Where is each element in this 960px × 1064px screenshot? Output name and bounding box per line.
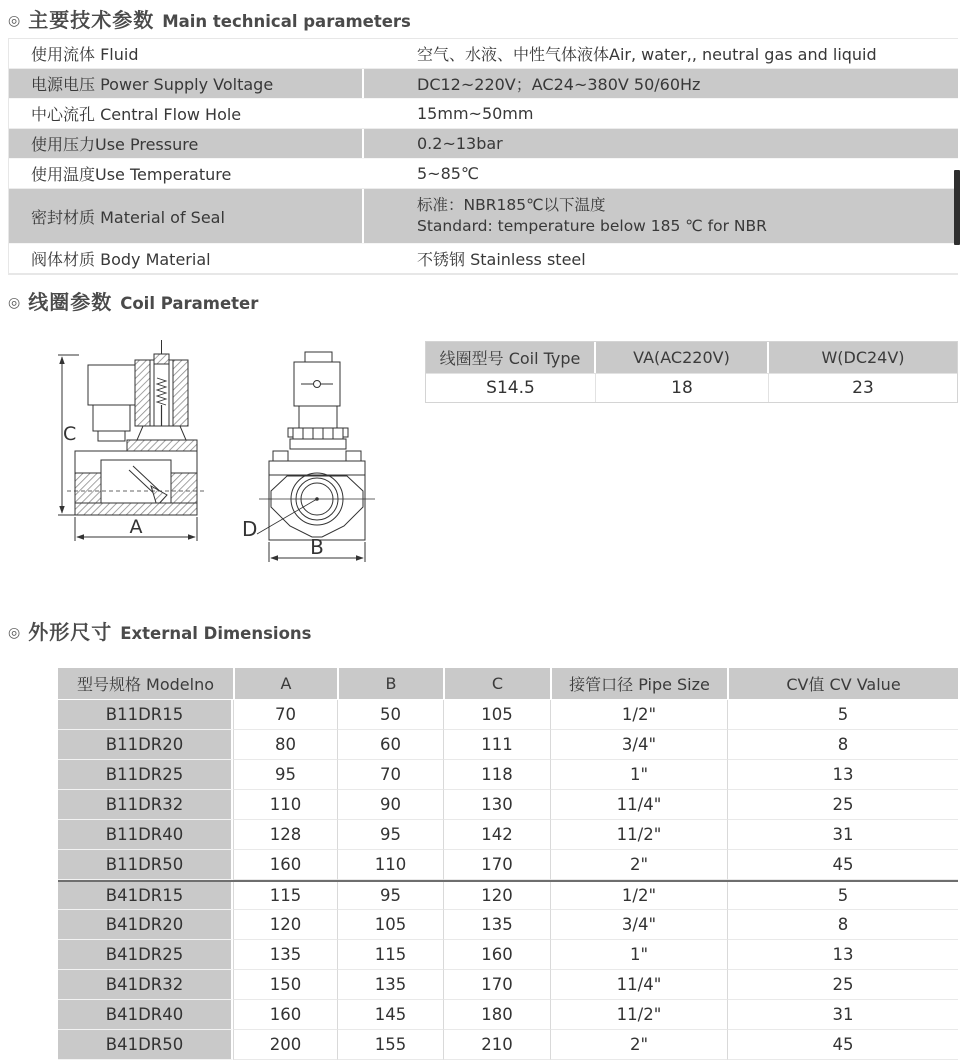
dims-row-B41DR20	[58, 910, 958, 940]
dim-label-D: D	[242, 517, 258, 541]
dims-value-cell: 135	[443, 910, 550, 940]
dims-value-cell: 11/2"	[550, 820, 727, 850]
dims-value-cell: 118	[443, 760, 550, 790]
dims-value-cell: 150	[233, 970, 337, 1000]
param-value: 5~85℃	[417, 164, 479, 183]
dim-label-C: C	[63, 423, 77, 445]
param-label: 使用流体 Fluid	[9, 39, 364, 68]
scan-edge-artifact	[954, 170, 960, 245]
dims-value-cell: 3/4"	[550, 730, 727, 760]
main-params-title-en: Main technical parameters	[162, 12, 411, 31]
coil-type-value: S14.5	[426, 374, 596, 402]
dims-row-B41DR15	[58, 880, 958, 910]
section-title-main-params	[8, 4, 411, 33]
param-label: 使用温度Use Temperature	[9, 159, 364, 188]
dims-model-cell: B11DR32	[58, 790, 233, 820]
dims-value-cell: 110	[233, 790, 337, 820]
param-value-line1: 标准：NBR185℃以下温度	[417, 196, 606, 214]
dims-value-cell: 1"	[550, 940, 727, 970]
dims-value-cell: 111	[443, 730, 550, 760]
param-label: 使用压力Use Pressure	[9, 129, 364, 158]
coil-header-type: 线圈型号 Coil Type	[426, 342, 596, 373]
param-value-line2: Standard: temperature below 185 ℃ for NBR	[417, 217, 767, 235]
valve-front-view-drawing	[237, 338, 397, 570]
dims-value-cell: 170	[443, 850, 550, 880]
dims-model-cell: B11DR15	[58, 700, 233, 730]
param-value: 15mm~50mm	[417, 104, 534, 123]
param-row-voltage	[9, 69, 958, 99]
dims-value-cell: 115	[233, 882, 337, 910]
dims-value-cell: 70	[337, 760, 443, 790]
coil-w-value: 23	[852, 378, 874, 398]
param-row-body-material	[9, 244, 958, 274]
dims-model-cell: B41DR40	[58, 1000, 233, 1030]
dims-row-B11DR32	[58, 790, 958, 820]
dims-model-cell: B11DR40	[58, 820, 233, 850]
dims-value-cell: 31	[727, 820, 958, 850]
dims-value-cell: 135	[233, 940, 337, 970]
dims-value-cell: 70	[233, 700, 337, 730]
dims-value-cell: 45	[727, 850, 958, 880]
dims-value-cell: 13	[727, 940, 958, 970]
dims-value-cell: 2"	[550, 1030, 727, 1060]
dims-model-cell: B41DR25	[58, 940, 233, 970]
param-row-temperature	[9, 159, 958, 189]
param-row-central-flow-hole	[9, 99, 958, 129]
dims-model-cell: B11DR25	[58, 760, 233, 790]
param-label: 密封材质 Material of Seal	[9, 189, 364, 243]
coil-title-zh: 线圈参数	[28, 290, 113, 314]
dims-value-cell: 155	[337, 1030, 443, 1060]
bullseye-icon: ◎	[8, 625, 21, 641]
dims-model-cell: B41DR20	[58, 910, 233, 940]
coil-header-w: W(DC24V)	[821, 348, 905, 367]
dims-value-cell: 8	[727, 910, 958, 940]
dims-value-cell: 5	[727, 700, 958, 730]
dims-row-B11DR15	[58, 700, 958, 730]
dims-value-cell: 105	[337, 910, 443, 940]
dims-value-cell: 180	[443, 1000, 550, 1030]
dims-value-cell: 160	[443, 940, 550, 970]
dims-value-cell: 170	[443, 970, 550, 1000]
dims-value-cell: 210	[443, 1030, 550, 1060]
bullseye-icon: ◎	[8, 295, 21, 311]
main-params-title-zh: 主要技术参数	[28, 8, 155, 32]
coil-table-header	[426, 342, 957, 373]
dims-header-cell-0: 型号规格 Modelno	[58, 668, 233, 700]
dims-value-cell: 11/2"	[550, 1000, 727, 1030]
dims-header-cell-4: 接管口径 Pipe Size	[550, 668, 727, 700]
dims-value-cell: 135	[337, 970, 443, 1000]
dims-value-cell: 110	[337, 850, 443, 880]
dims-value-cell: 105	[443, 700, 550, 730]
dimensions-table-header	[58, 668, 958, 700]
bullseye-icon: ◎	[8, 13, 21, 29]
param-value: 0.2~13bar	[417, 134, 503, 153]
dims-value-cell: 95	[337, 882, 443, 910]
dims-row-B11DR40	[58, 820, 958, 850]
dims-value-cell: 31	[727, 1000, 958, 1030]
dims-value-cell: 128	[233, 820, 337, 850]
dims-model-cell: B41DR15	[58, 882, 233, 910]
dims-value-cell: 95	[337, 820, 443, 850]
dims-value-cell: 120	[443, 882, 550, 910]
dims-value-cell: 80	[233, 730, 337, 760]
dim-label-A: A	[129, 516, 143, 538]
param-label: 中心流孔 Central Flow Hole	[9, 99, 364, 128]
dims-header-cell-3: C	[443, 668, 550, 700]
dims-value-cell: 1/2"	[550, 882, 727, 910]
dims-value-cell: 200	[233, 1030, 337, 1060]
dimensions-table	[58, 668, 958, 1060]
dims-value-cell: 145	[337, 1000, 443, 1030]
dim-label-B: B	[310, 535, 324, 559]
dims-value-cell: 8	[727, 730, 958, 760]
dims-row-B11DR50	[58, 850, 958, 880]
dims-value-cell: 115	[337, 940, 443, 970]
dims-value-cell: 1"	[550, 760, 727, 790]
dims-value-cell: 90	[337, 790, 443, 820]
valve-cross-section-drawing	[55, 338, 230, 553]
dims-value-cell: 25	[727, 970, 958, 1000]
dims-value-cell: 5	[727, 882, 958, 910]
dims-value-cell: 130	[443, 790, 550, 820]
dims-row-B11DR20	[58, 730, 958, 760]
dims-value-cell: 1/2"	[550, 700, 727, 730]
dims-value-cell: 11/4"	[550, 790, 727, 820]
coil-va-value: 18	[596, 374, 769, 402]
dims-value-cell: 11/4"	[550, 970, 727, 1000]
dims-row-B41DR25	[58, 940, 958, 970]
dimensions-title-zh: 外形尺寸	[28, 620, 113, 644]
coil-header-va: VA(AC220V)	[596, 342, 769, 373]
dims-model-cell: B11DR20	[58, 730, 233, 760]
param-row-seal-material	[9, 189, 958, 244]
dims-value-cell: 13	[727, 760, 958, 790]
dims-value-cell: 160	[233, 1000, 337, 1030]
dims-value-cell: 45	[727, 1030, 958, 1060]
dims-row-B41DR32	[58, 970, 958, 1000]
dims-value-cell: 95	[233, 760, 337, 790]
param-label: 电源电压 Power Supply Voltage	[9, 69, 364, 98]
dims-header-cell-1: A	[233, 668, 337, 700]
param-value: 空气、水液、中性气体液体Air, water,, neutral gas and liquid	[417, 45, 877, 64]
coil-table-row	[426, 373, 957, 402]
dims-value-cell: 120	[233, 910, 337, 940]
dims-row-B41DR40	[58, 1000, 958, 1030]
section-title-coil	[8, 286, 258, 315]
param-row-fluid	[9, 39, 958, 69]
dims-value-cell: 25	[727, 790, 958, 820]
coil-parameter-table	[425, 341, 958, 403]
dims-value-cell: 60	[337, 730, 443, 760]
dims-value-cell: 50	[337, 700, 443, 730]
dims-row-B11DR25	[58, 760, 958, 790]
main-parameters-table	[8, 38, 958, 275]
dims-value-cell: 142	[443, 820, 550, 850]
param-value: DC12~220V；AC24~380V 50/60Hz	[417, 75, 701, 94]
param-value	[364, 189, 958, 243]
param-row-pressure	[9, 129, 958, 159]
param-label: 阀体材质 Body Material	[9, 244, 364, 273]
dims-value-cell: 2"	[550, 850, 727, 880]
dims-header-cell-5: CV值 CV Value	[727, 668, 958, 700]
coil-title-en: Coil Parameter	[120, 294, 259, 313]
dims-value-cell: 3/4"	[550, 910, 727, 940]
dims-model-cell: B11DR50	[58, 850, 233, 880]
param-value: 不锈钢 Stainless steel	[417, 250, 586, 269]
dimensions-table-body	[58, 700, 958, 1060]
dims-model-cell: B41DR32	[58, 970, 233, 1000]
dims-header-cell-2: B	[337, 668, 443, 700]
section-title-dimensions	[8, 616, 312, 645]
dims-value-cell: 160	[233, 850, 337, 880]
dims-row-B41DR50	[58, 1030, 958, 1060]
dimensions-title-en: External Dimensions	[120, 624, 312, 643]
dims-model-cell: B41DR50	[58, 1030, 233, 1060]
